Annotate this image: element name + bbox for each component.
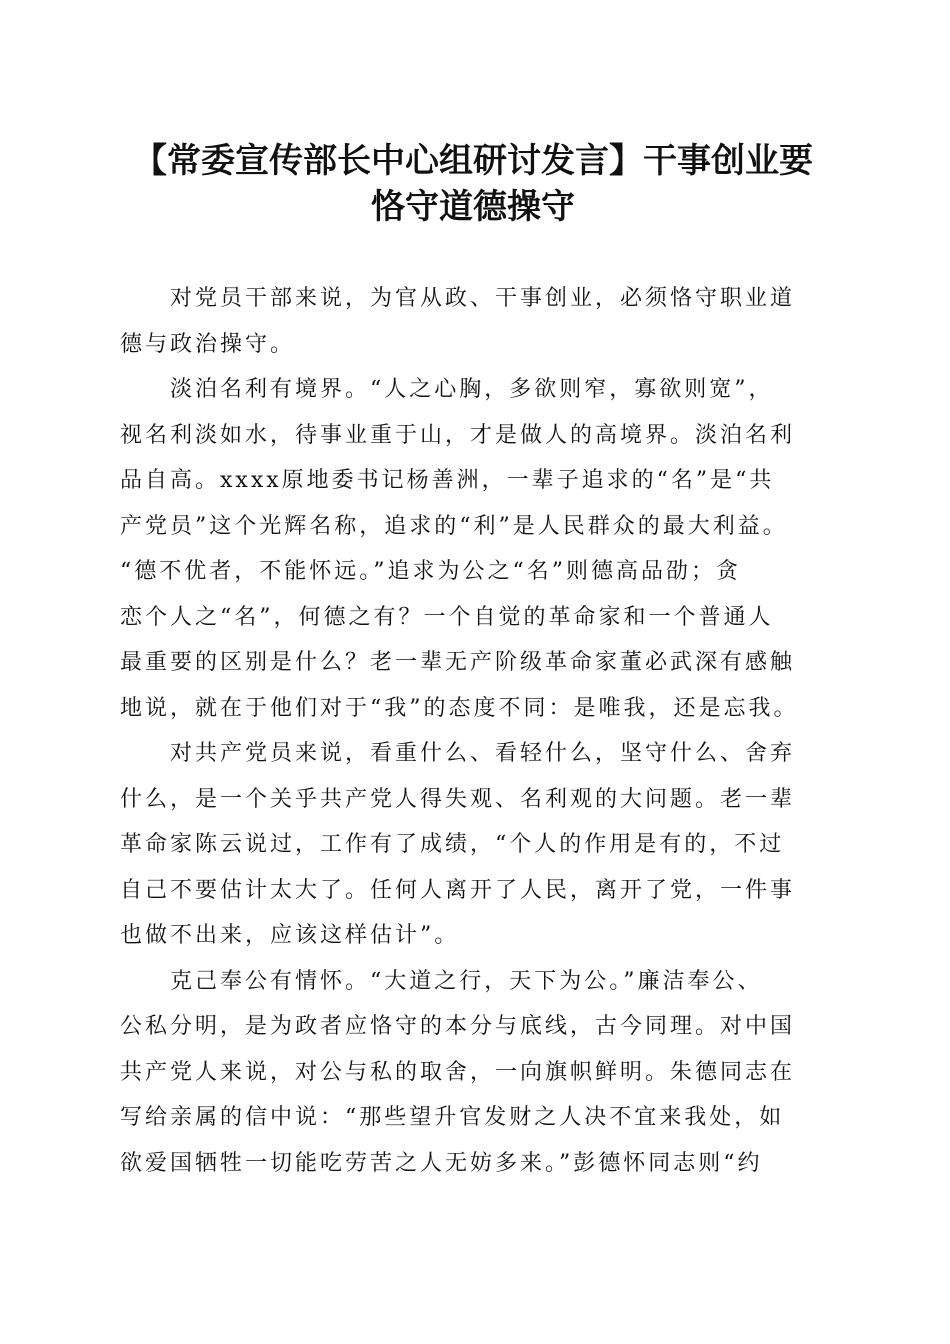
text-line: 对共产党员来说，看重什么、看轻什么，坚守什么、舍弃	[170, 741, 796, 766]
text-line: 视名利淡如水，待事业重于山，才是做人的高境界。淡泊名利	[120, 422, 796, 448]
text-line: 德与政治操守。	[120, 331, 296, 357]
text-line: 什么，是一个关乎共产党人得失观、名利观的大问题。老一辈	[120, 786, 796, 812]
text-line: 自己不要估计太大了。任何人离开了人民，离开了党，一件事	[120, 877, 796, 903]
text-line: 革命家陈云说过，工作有了成绩，“个人的作用是有的，不过	[120, 832, 785, 857]
text-line: 品自高。xxxx原地委书记杨善洲，一辈子追求的“名”是“共	[120, 468, 775, 493]
text-line: “德不优者，不能怀远。”追求为公之“名”则德高品劭；贪	[120, 559, 741, 584]
text-line: 最重要的区别是什么？老一辈无产阶级革命家董必武深有感触	[120, 650, 796, 675]
text-line: 产党员”这个光辉名称，追求的“利”是人民群众的最大利益。	[120, 513, 788, 539]
text-line: 写给亲属的信中说：“那些望升官发财之人决不宜来我处，如	[120, 1105, 785, 1130]
text-line: 对党员干部来说，为官从政、干事创业，必须恪守职业道	[170, 286, 796, 311]
article-body	[120, 276, 830, 1186]
text-line: 共产党人来说，对公与私的取舍，一向旗帜鲜明。朱德同志在	[120, 1059, 796, 1085]
page-title	[118, 138, 828, 230]
text-line: 克己奉公有情怀。“大道之行，天下为公。”廉洁奉公、	[170, 968, 763, 994]
text-line: 欲爱国牺牲一切能吃劳苦之人无妨多来。”彭德怀同志则“约	[120, 1150, 763, 1176]
text-line: 也做不出来，应该这样估计”。	[120, 923, 460, 948]
title-line-2: 恪守道德操守	[371, 187, 575, 227]
text-line: 公私分明，是为政者应恪守的本分与底线，古今同理。对中国	[120, 1014, 796, 1039]
title-line-1: 【常委宣传部长中心组研讨发言】干事创业要	[133, 141, 813, 181]
text-line: 恋个人之“名”，何德之有？一个自觉的革命家和一个普通人	[120, 604, 774, 630]
text-line: 淡泊名利有境界。“人之心胸，多欲则窄，寡欲则宽”，	[170, 377, 774, 402]
text-line: 地说，就在于他们对于“我”的态度不同：是唯我，还是忘我。	[120, 695, 799, 721]
